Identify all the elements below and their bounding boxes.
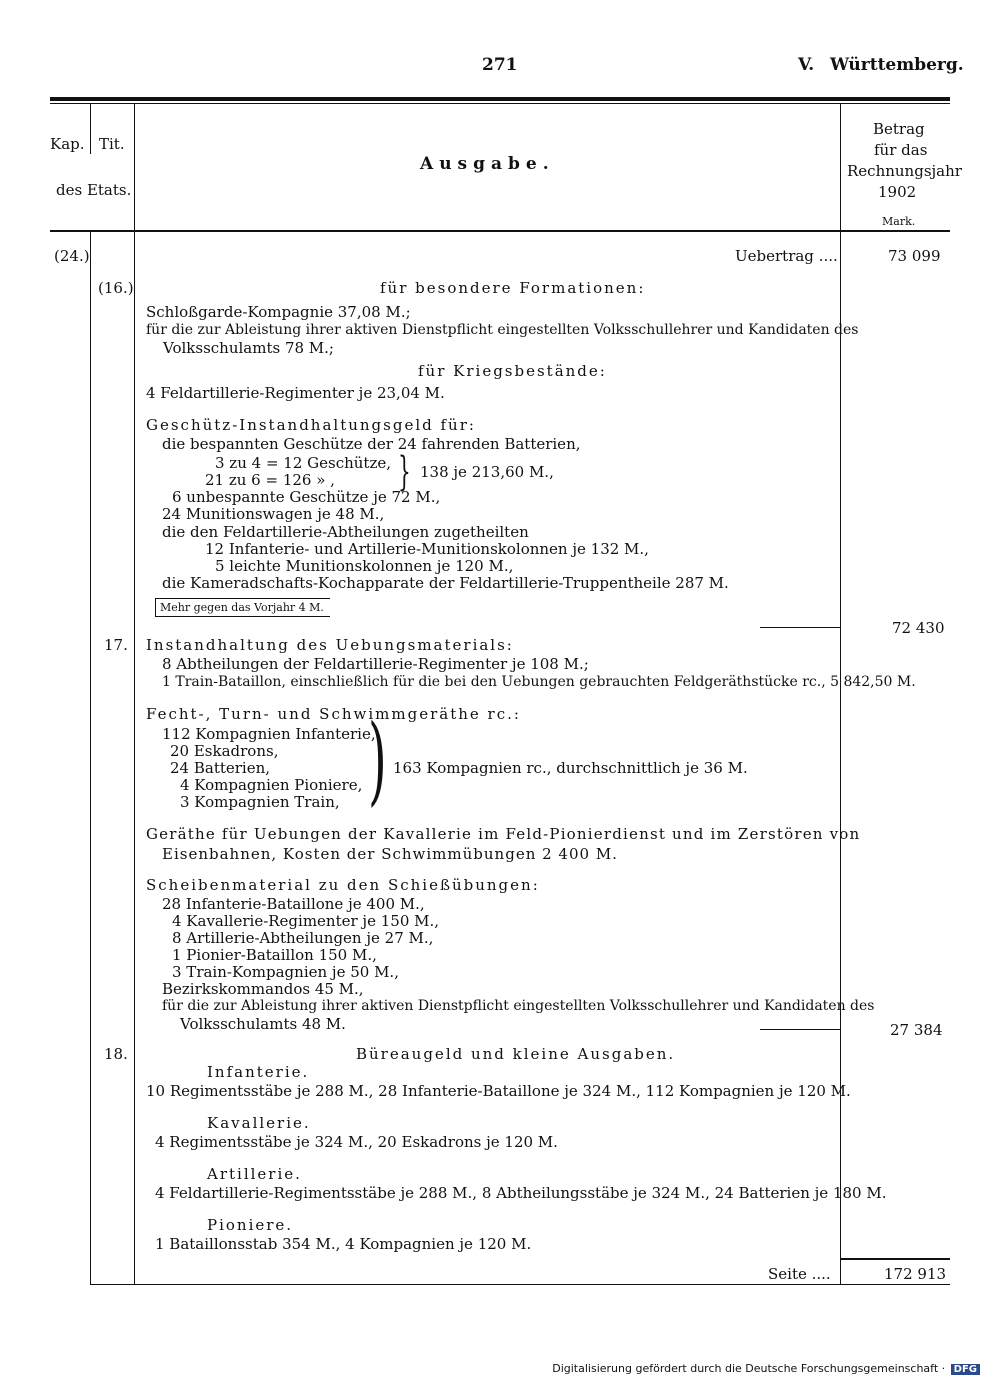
- fecht-112: 112 Kompagnien Infanterie,: [162, 725, 376, 743]
- fuer-kriegsbestaende-heading: für Kriegsbestände:: [418, 362, 607, 380]
- scheiben-heading: Scheibenmaterial zu den Schießübungen:: [146, 876, 540, 894]
- col-divider-amount: [840, 104, 841, 1284]
- betrag-heading-3: Rechnungsjahr: [847, 162, 962, 180]
- fecht-20: 20 Eskadrons,: [170, 742, 279, 760]
- des-etats-heading: des Etats.: [56, 181, 132, 199]
- tit-heading: Tit.: [99, 135, 125, 153]
- volksschul-line-1b: Volksschulamts 78 M.;: [163, 339, 334, 357]
- betrag-heading-year: 1902: [878, 183, 917, 201]
- total-rule: [840, 1258, 950, 1260]
- col-divider-tit: [134, 104, 135, 1284]
- fuer-besondere-heading: für besondere Formationen:: [380, 279, 646, 297]
- bespannten-line: die bespannten Geschütze der 24 fahrenden Batterien,: [162, 435, 581, 453]
- footer-text: Digitalisierung gefördert durch die Deutsche Forschungsgemeinschaft ·: [552, 1362, 946, 1375]
- fecht-3: 3 Kompagnien Train,: [180, 793, 340, 811]
- kameradschaft-line: die Kameradschafts-Kochapparate der Feldartillerie-Truppentheile 287 M.: [162, 574, 729, 592]
- fecht-4: 4 Kompagnien Pioniere,: [180, 776, 363, 794]
- top-rule-thick: [50, 97, 950, 101]
- brace-fecht: ): [368, 704, 387, 816]
- head-bottom-rule: [50, 230, 950, 232]
- tit-18: 18.: [104, 1045, 128, 1063]
- train-bataillon-line: 1 Train-Bataillon, einschließlich für die bei den Uebungen gebrauchten Feldgeräthstücke rc., 5 842,50 M.: [162, 674, 916, 690]
- abtheilungen-8-line: 8 Abtheilungen der Feldartillerie-Regimenter je 108 M.;: [162, 655, 589, 673]
- sum-rule-16: [760, 627, 840, 628]
- pioniere-line: 1 Bataillonsstab 354 M., 4 Kompagnien je 120 M.: [155, 1235, 532, 1253]
- volksschul-line-1a: für die zur Ableistung ihrer aktiven Dienstpflicht eingestellten Volksschullehrer und Kandidaten des: [146, 322, 859, 338]
- geraethe-line-2: Eisenbahnen, Kosten der Schwimmübungen 2 400 M.: [162, 845, 618, 863]
- geraethe-line-1: Geräthe für Uebungen der Kavallerie im Feld-Pionierdienst und im Zerstören von: [146, 825, 861, 843]
- seite-label: Seite ....: [768, 1265, 831, 1283]
- table-bottom-rule: [90, 1284, 950, 1285]
- munitionswagen-line: 24 Munitionswagen je 48 M.,: [162, 505, 385, 523]
- kavallerie-heading: Kavallerie.: [207, 1114, 311, 1132]
- bureau-heading: Büreaugeld und kleine Ausgaben.: [356, 1045, 676, 1063]
- top-rule-thin: [50, 103, 950, 104]
- scheiben-4: 4 Kavallerie-Regimenter je 150 M.,: [172, 912, 440, 930]
- bezirk-line: Bezirkskommandos 45 M.,: [162, 980, 364, 998]
- amount-16: 72 430: [892, 619, 945, 637]
- geschuetze-138-line: 138 je 213,60 M.,: [420, 463, 554, 481]
- geschuetze-21-line: 21 zu 6 = 126 » ,: [205, 471, 335, 489]
- scheiben-8: 8 Artillerie-Abtheilungen je 27 M.,: [172, 929, 434, 947]
- kap-24: (24.): [54, 247, 90, 265]
- pioniere-heading: Pioniere.: [207, 1216, 294, 1234]
- betrag-heading-1: Betrag: [873, 120, 925, 138]
- kap-divider: [90, 104, 91, 154]
- tit-16: (16.): [98, 279, 134, 297]
- col-divider-kap: [90, 232, 91, 1284]
- scheiben-1: 1 Pionier-Bataillon 150 M.,: [172, 946, 377, 964]
- fecht-163-line: 163 Kompagnien rc., durchschnittlich je 36 M.: [393, 759, 748, 777]
- kap-heading: Kap.: [50, 135, 85, 153]
- section-number: V.: [798, 55, 815, 75]
- seite-amount: 172 913: [884, 1265, 947, 1283]
- sum-rule-17: [760, 1029, 840, 1030]
- scheiben-28: 28 Infanterie-Bataillone je 400 M.,: [162, 895, 425, 913]
- mark-unit: Mark.: [882, 215, 916, 228]
- kavallerie-line: 4 Regimentsstäbe je 324 M., 20 Eskadrons je 120 M.: [155, 1133, 558, 1151]
- tit-17: 17.: [104, 636, 128, 654]
- uebertrag-amount: 73 099: [888, 247, 941, 265]
- volksschul-line-2a: für die zur Ableistung ihrer aktiven Dienstpflicht eingestellten Volksschullehrer und Kandidaten des: [162, 998, 875, 1014]
- brace-geschuetze: }: [398, 449, 411, 495]
- dfg-logo: DFG: [951, 1364, 980, 1375]
- country-title: Württemberg.: [830, 55, 964, 75]
- page-number: 271: [482, 55, 518, 75]
- digitization-footer: [552, 1362, 980, 1375]
- abtheilungen-line: die den Feldartillerie-Abtheilungen zugetheilten: [162, 523, 529, 541]
- artillerie-line: 4 Feldartillerie-Regimentsstäbe je 288 M., 8 Abtheilungsstäbe je 324 M., 24 Batterien je 180 M.: [155, 1184, 887, 1202]
- betrag-heading-2: für das: [874, 141, 928, 159]
- kolonnen-5-line: 5 leichte Munitionskolonnen je 120 M.,: [215, 557, 514, 575]
- mehr-note: Mehr gegen das Vorjahr 4 M.: [155, 598, 330, 617]
- artillerie-heading: Artillerie.: [207, 1165, 302, 1183]
- ausgabe-title: Ausgabe.: [420, 154, 555, 174]
- geschuetze-3-line: 3 zu 4 = 12 Geschütze,: [215, 454, 392, 472]
- schlossgarde-line: Schloßgarde-Kompagnie 37,08 M.;: [146, 303, 411, 321]
- infanterie-heading: Infanterie.: [207, 1063, 310, 1081]
- fecht-24: 24 Batterien,: [170, 759, 271, 777]
- unbespannte-line: 6 unbespannte Geschütze je 72 M.,: [172, 488, 441, 506]
- uebertrag-label: Uebertrag ....: [735, 247, 838, 265]
- infanterie-line: 10 Regimentsstäbe je 288 M., 28 Infanterie-Bataillone je 324 M., 112 Kompagnien je 120 M.: [146, 1082, 851, 1100]
- feldartillerie-line: 4 Feldartillerie-Regimenter je 23,04 M.: [146, 384, 445, 402]
- kolonnen-12-line: 12 Infanterie- und Artillerie-Munitionskolonnen je 132 M.,: [205, 540, 649, 558]
- fecht-heading: Fecht-, Turn- und Schwimmgeräthe rc.:: [146, 705, 521, 723]
- instandhaltung-heading: Instandhaltung des Uebungsmaterials:: [146, 636, 514, 654]
- volksschul-line-2b: Volksschulamts 48 M.: [180, 1015, 346, 1033]
- scheiben-3: 3 Train-Kompagnien je 50 M.,: [172, 963, 399, 981]
- geschuetz-heading: Geschütz-Instandhaltungsgeld für:: [146, 416, 476, 434]
- amount-17: 27 384: [890, 1021, 943, 1039]
